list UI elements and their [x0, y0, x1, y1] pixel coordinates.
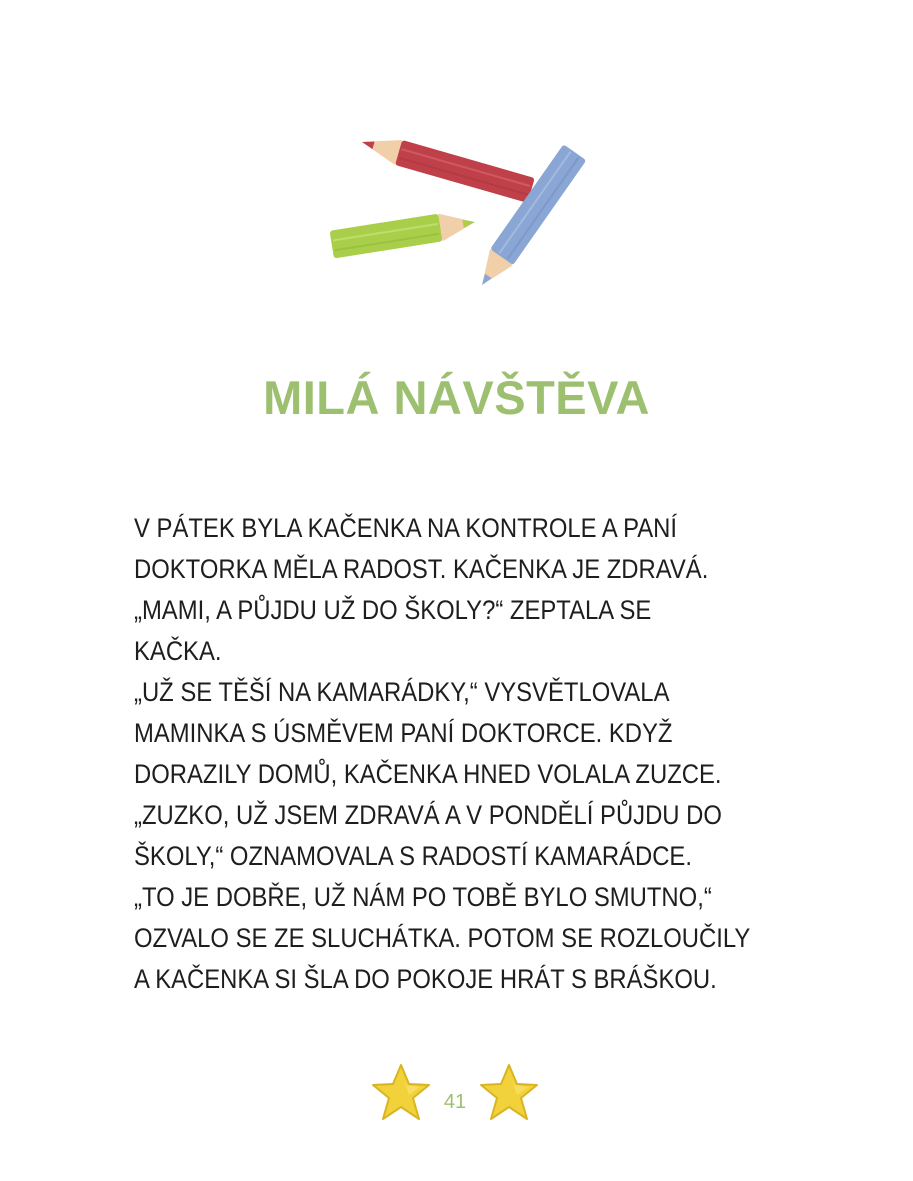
- story-line: MAMINKA S ÚSMĚVEM PANÍ DOKTORCE. KDYŽ: [134, 718, 673, 748]
- story-text: [134, 508, 764, 1000]
- story-line: „ZUZKO, UŽ JSEM ZDRAVÁ A V PONDĚLÍ PŮJDU DO: [134, 800, 722, 830]
- story-line: A KAČENKA SI ŠLA DO POKOJE HRÁT S BRÁŠKOU.: [134, 964, 717, 994]
- story-line: V PÁTEK BYLA KAČENKA NA KONTROLE A PANÍ: [134, 513, 678, 543]
- star-icon: [370, 1062, 432, 1124]
- red-pencil-icon: [358, 130, 534, 204]
- page-title: MILÁ NÁVŠTĚVA: [263, 371, 650, 424]
- story-line: „TO JE DOBŘE, UŽ NÁM PO TOBĚ BYLO SMUTNO,“: [134, 882, 712, 912]
- page-footer: [370, 1062, 542, 1126]
- green-pencil-icon: [330, 208, 478, 258]
- story-line: „MAMI, A PŮJDU UŽ DO ŠKOLY?“ ZEPTALA SE: [134, 595, 652, 625]
- star-icon: [478, 1062, 540, 1124]
- colored-pencils-illustration: [320, 125, 600, 295]
- story-line: ŠKOLY,“ OZNAMOVALA S RADOSTÍ KAMARÁDCE.: [134, 841, 692, 871]
- story-line: DOKTORKA MĚLA RADOST. KAČENKA JE ZDRAVÁ.: [134, 554, 709, 584]
- story-line: OZVALO SE ZE SLUCHÁTKA. POTOM SE ROZLOUČILY: [134, 923, 751, 953]
- story-line: DORAZILY DOMŮ, KAČENKA HNED VOLALA ZUZCE.: [134, 759, 722, 789]
- story-line: „UŽ SE TĚŠÍ NA KAMARÁDKY,“ VYSVĚTLOVALA: [134, 677, 670, 707]
- story-line: KAČKA.: [134, 636, 222, 666]
- page-number: 41: [443, 1091, 467, 1113]
